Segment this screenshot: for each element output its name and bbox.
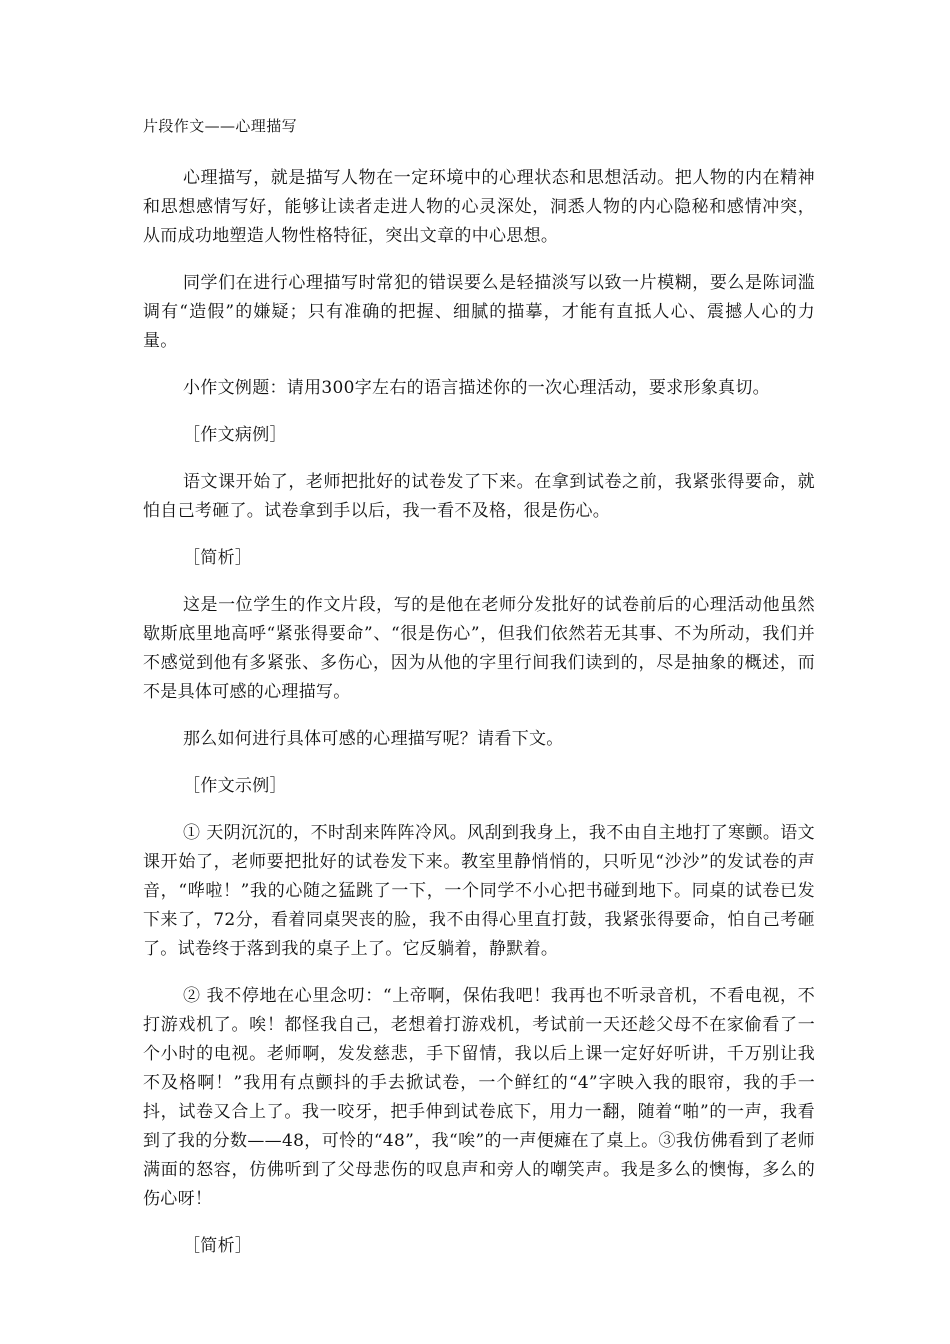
section-label-analysis-2: ［简析］: [183, 1236, 253, 1256]
paragraph-bad-example: 语文课开始了，老师把批好的试卷发了下来。在拿到试卷之前，我紧张得要命，就怕自己考砸了。试卷拿到手以后，我一看不及格，很是伤心。: [143, 472, 815, 521]
paragraph-analysis-1: 这是一位学生的作文片段，写的是他在老师分发批好的试卷前后的心理活动他虽然歇斯底里地高呼“紧张得要命”、“很是伤心”，但我们依然若无其事、不为所动，我们并不感觉到他有多紧张、多伤心，因为从他的字里行间我们读到的，尽是抽象的概述，而不是具体可感的心理描写。: [143, 595, 815, 702]
section-label-model-example: ［作文示例］: [183, 776, 287, 796]
paragraph-definition: 心理描写，就是描写人物在一定环境中的心理状态和思想活动。把人物的内在精神和思想感情写好，能够让读者走进人物的心灵深处，洞悉人物的内心隐秘和感情冲突，从而成功地塑造人物性格特征，突出文章的中心思想。: [143, 168, 815, 246]
section-label-bad-example: ［作文病例］: [183, 425, 287, 445]
paragraph-model-example-1: ① 天阴沉沉的，不时刮来阵阵冷风。风刮到我身上，我不由自主地打了寒颤。语文课开始了，老师要把批好的试卷发下来。教室里静悄悄的，只听见“沙沙”的发试卷的声音，“哗啦！”我的心随之猛跳了一下，一个同学不小心把书碰到地下。同桌的试卷已发下来了，72分，看着同桌哭丧的脸，我不由得心里直打鼓，我紧张得要命，怕自己考砸了。试卷终于落到我的桌子上了。它反躺着，静默着。: [143, 823, 815, 959]
paragraph-transition: 那么如何进行具体可感的心理描写呢？请看下文。: [183, 729, 564, 749]
paragraph-exercise-prompt: 小作文例题：请用300字左右的语言描述你的一次心理活动，要求形象真切。: [183, 378, 770, 398]
paragraph-model-example-2: ② 我不停地在心里念叨：“上帝啊，保佑我吧！我再也不听录音机，不看电视，不打游戏机了。唉！都怪我自己，老想着打游戏机，考试前一天还趁父母不在家偷看了一个小时的电视。老师啊，发发慈悲，手下留情，我以后上课一定好好听讲，千万别让我不及格啊！”我用有点颤抖的手去掀试卷，一个鲜红的“4”字映入我的眼帘，我的手一抖，试卷又合上了。我一咬牙，把手伸到试卷底下，用力一翻，随着“啪”的一声，我看到了我的分数——48，可怜的“48”，我“唉”的一声便瘫在了桌上。③我仿佛看到了老师满面的怒容，仿佛听到了父母悲伤的叹息声和旁人的嘲笑声。我是多么的懊悔，多么的伤心呀！: [143, 986, 815, 1209]
document-title: 片段作文——心理描写: [143, 117, 298, 135]
paragraph-common-mistakes: 同学们在进行心理描写时常犯的错误要么是轻描淡写以致一片模糊，要么是陈词滥调有“造假”的嫌疑；只有准确的把握、细腻的描摹，才能有直抵人心、震撼人心的力量。: [143, 273, 815, 351]
document-page: [143, 112, 815, 1279]
section-label-analysis-1: ［简析］: [183, 548, 253, 568]
